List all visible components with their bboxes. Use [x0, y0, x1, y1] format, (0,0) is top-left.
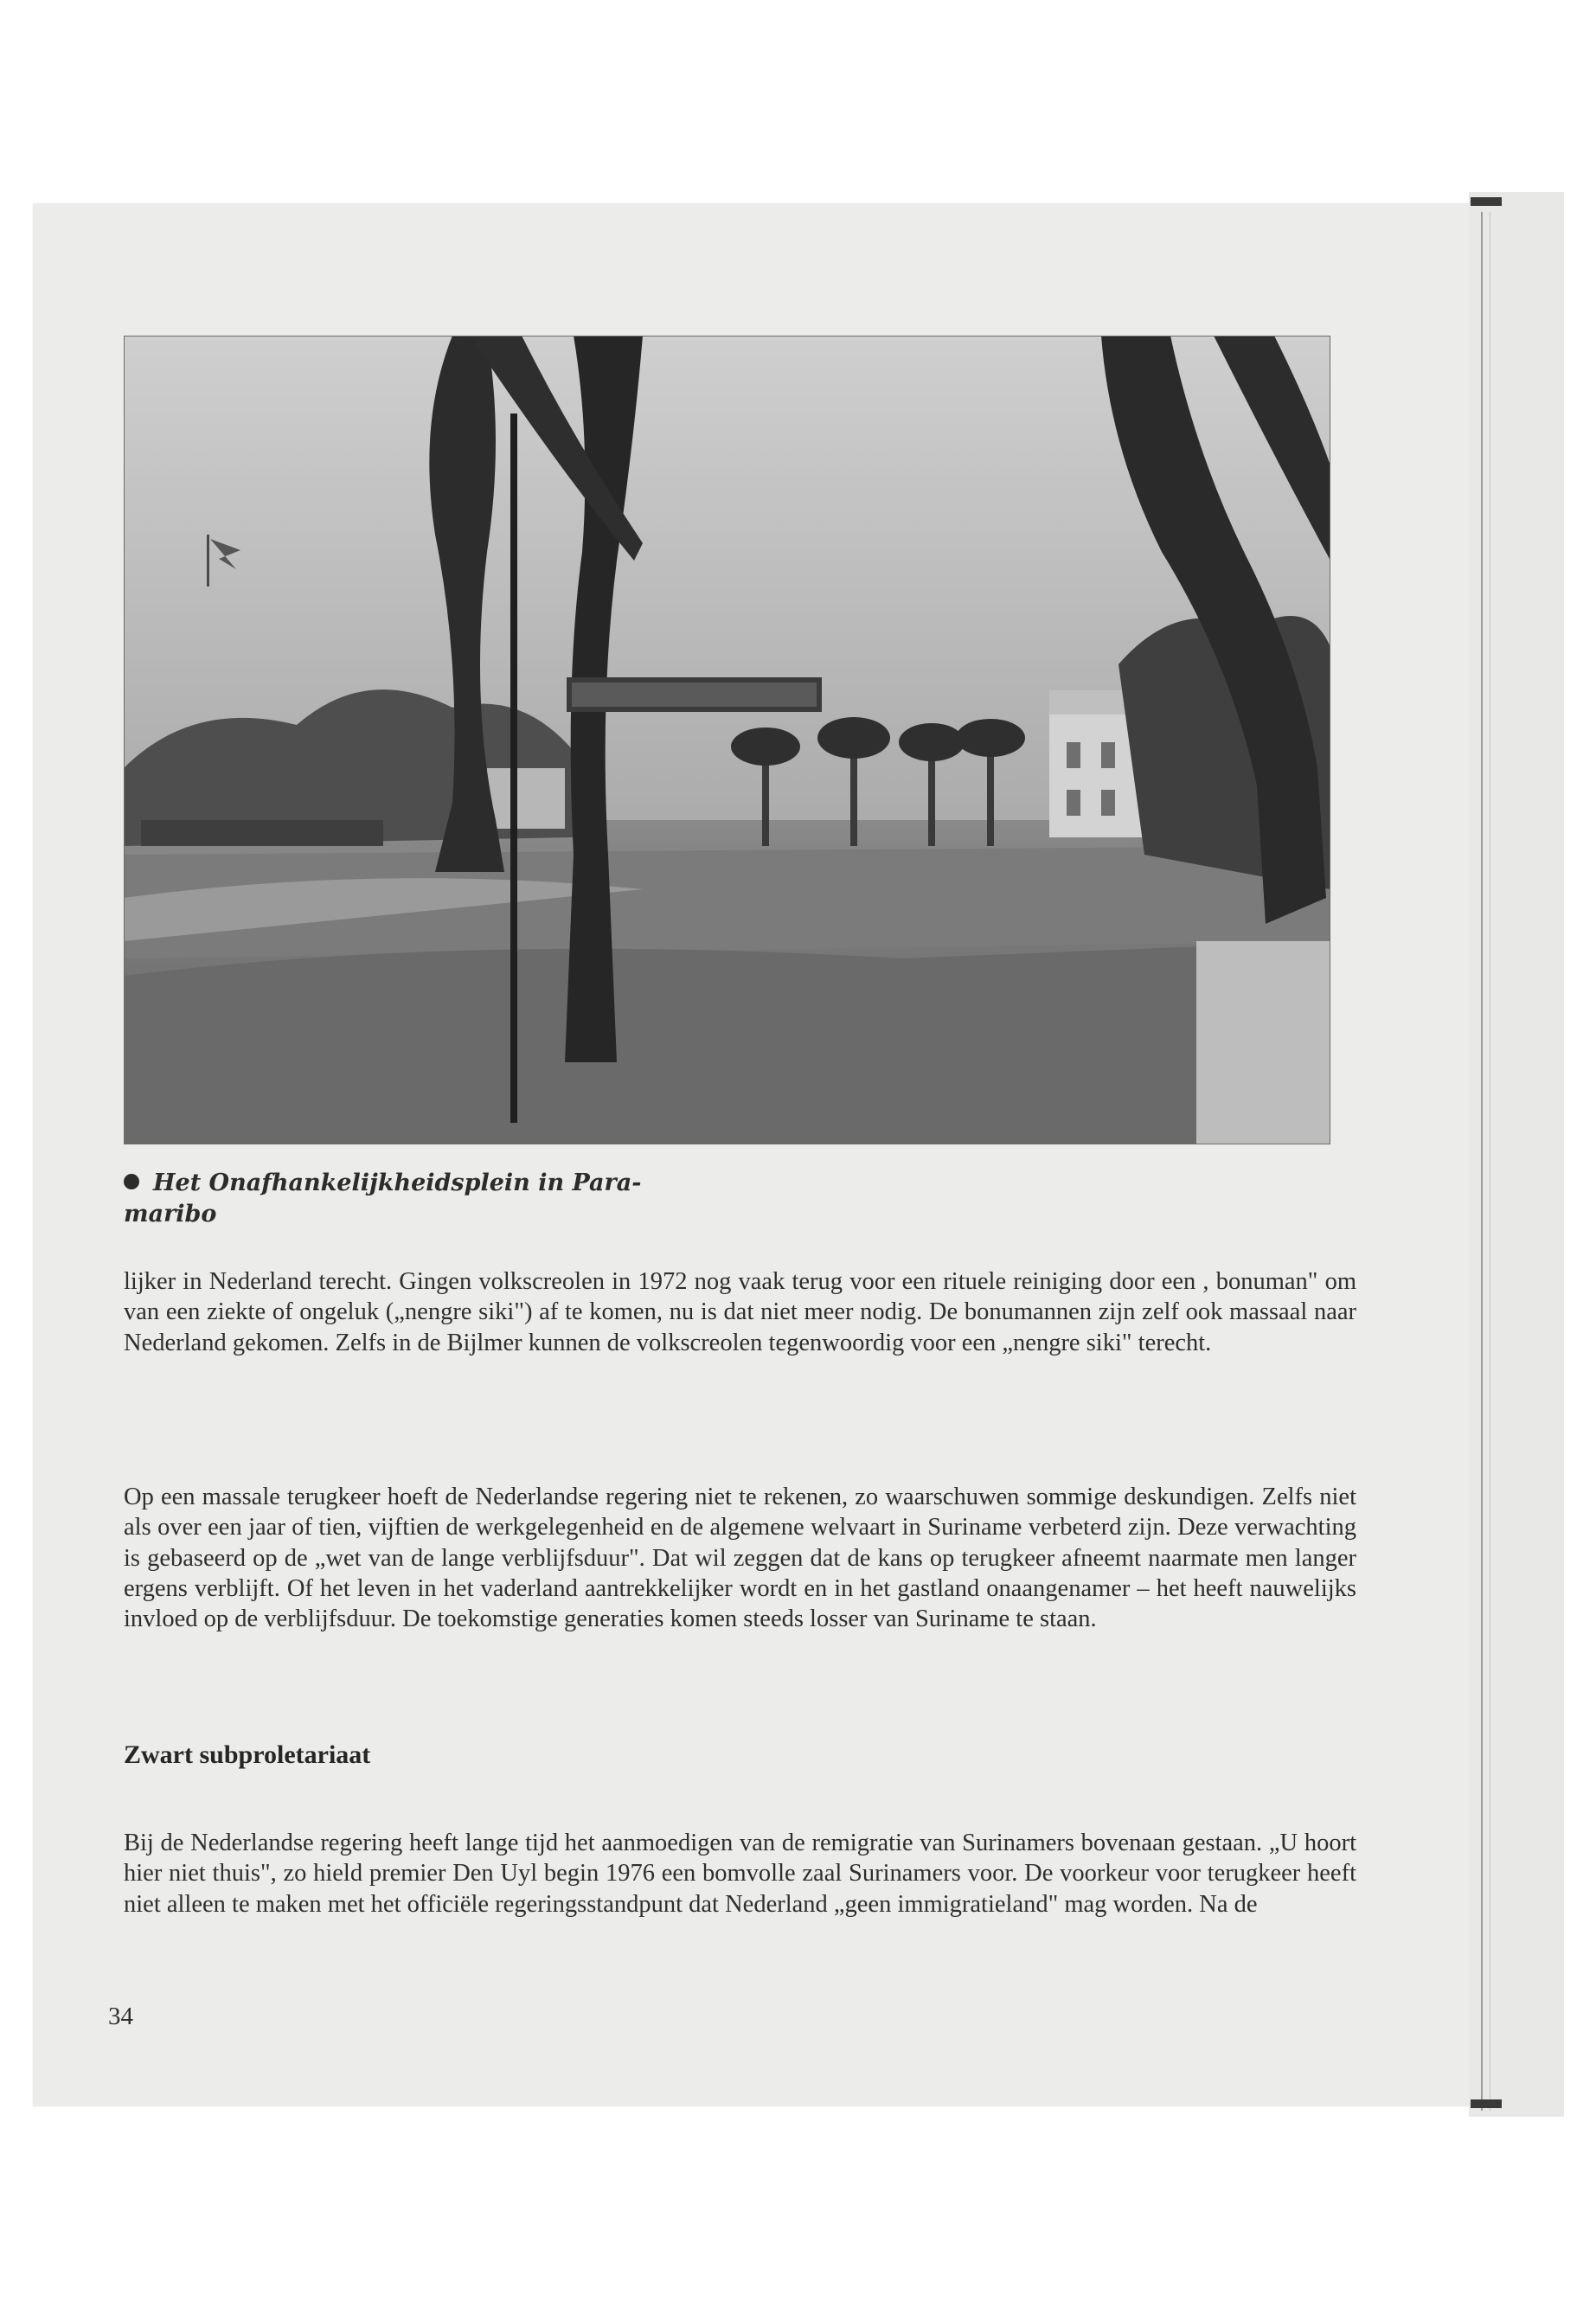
paragraph-1 [124, 1266, 1356, 1358]
figure-caption [124, 1168, 781, 1230]
caption-line-1: Het Onafhankelijkheidsplein in Para- [153, 1170, 642, 1196]
caption-line-2: maribo [124, 1201, 217, 1227]
paragraph-3-text: Bij de Nederlandse regering heeft lange tijd het aanmoedigen van de remigratie van Surinamers bovenaan gestaan. „U hoort hier niet thuis", zo hield premier Den Uyl begin 1976 een bomvolle zaal Surinamers voor. De voorkeur voor terugkeer heeft niet alleen te maken met het officiële regeringsstandpunt dat Nederland „geen immigratieland" mag worden. Na de [124, 1830, 1356, 1918]
paragraph-1-text: lijker in Nederland terecht. Gingen volkscreolen in 1972 nog vaak terug voor een rituele reiniging door een , bonuman" om van een ziekte of ongeluk („nengre siki") af te komen, nu is dat niet meer nodig. De bonumannen zijn zelf ook massaal naar Nederland gekomen. Zelfs in de Bijlmer kunnen de volkscreolen tegenwoordig voor een „nengre siki" terecht. [124, 1268, 1356, 1356]
page-edge-mark-top [1471, 197, 1502, 206]
photo-onafhankelijkheidsplein [124, 336, 1330, 1144]
paragraph-2-text: Op een massale terugkeer hoeft de Nederlandse regering niet te rekenen, zo waarschuwen sommige deskundigen. Zelfs niet als over een jaar of tien, vijftien de werkgelegenheid en de algemene welvaart in Suriname verbeterd zijn. Deze verwachting is gebaseerd op de „wet van de lange verblijfsduur". Dat wil zeggen dat de kans op terugkeer afneemt naarmate men langer ergens verblijft. Of het leven in het vaderland aantrekkelijker wordt en in het gastland onaangenamer – het heeft nauwelijks invloed op de verblijfsduur. De toekomstige generaties komen steeds losser van Suriname te staan. [124, 1484, 1356, 1633]
section-heading: Zwart subproletariaat [124, 1740, 371, 1769]
photo-illustration [124, 336, 1330, 1144]
page-number: 34 [108, 2003, 133, 2030]
paragraph-2 [124, 1482, 1356, 1634]
page-edge-mark-bottom [1471, 2099, 1502, 2108]
bullet-icon [124, 1174, 139, 1189]
page-edge-line [1481, 212, 1483, 2111]
page-edge [1469, 192, 1564, 2117]
paragraph-3 [124, 1828, 1356, 1920]
